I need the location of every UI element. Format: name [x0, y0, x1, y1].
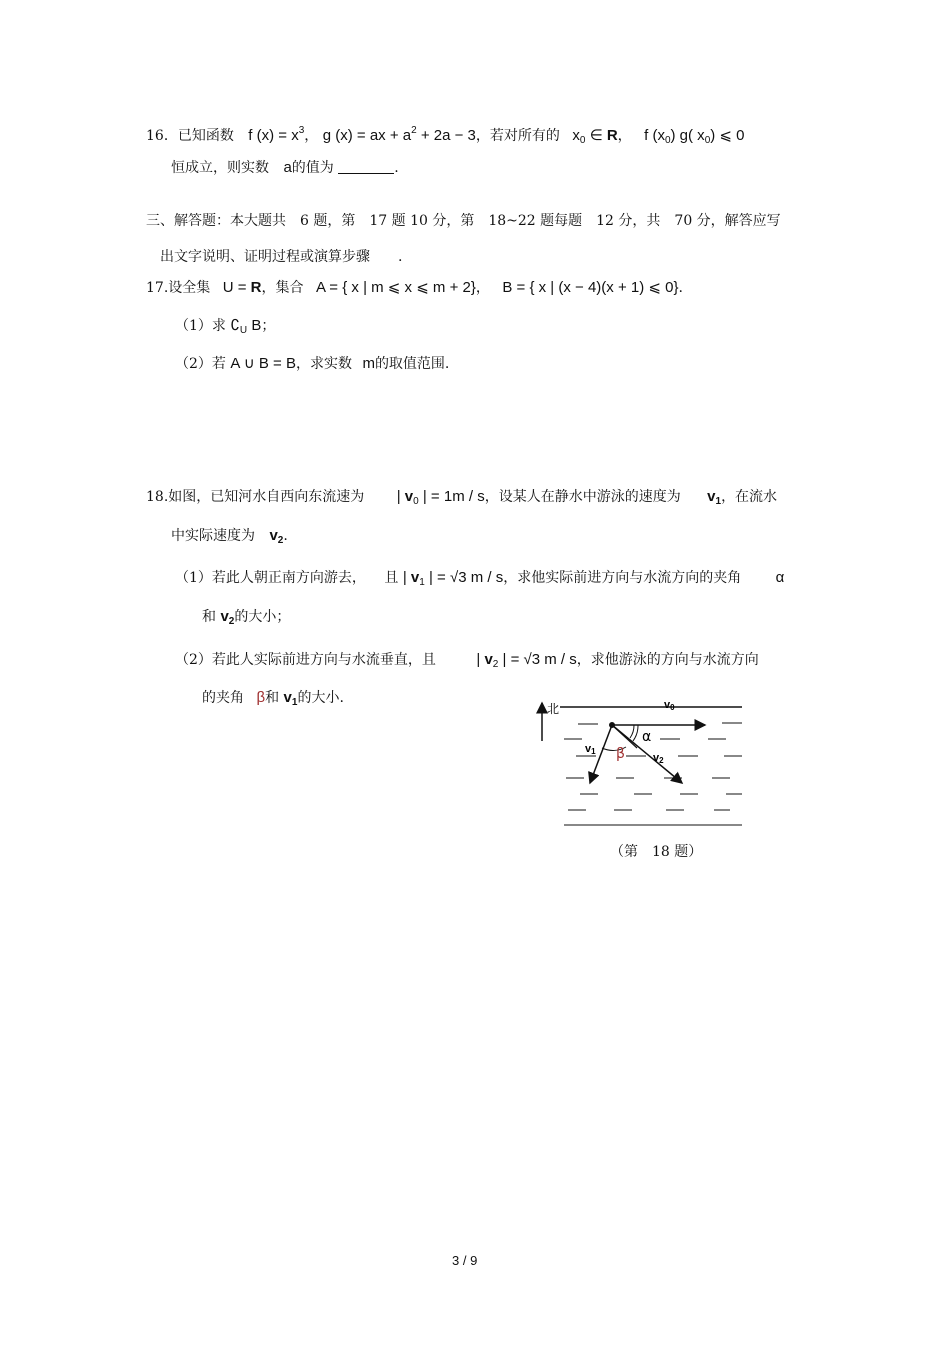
- q17-union-condition: A ∪ B = B: [230, 355, 296, 372]
- q18-part1-and: 和: [202, 609, 216, 625]
- q18-part2-angle-text: 的夹角: [202, 690, 244, 706]
- q17-part1-label: （1）求: [175, 318, 226, 334]
- q16-inequality: f $(x_0)$ g( $x_0$) ⩽ 0: [644, 127, 745, 146]
- q17-sep: ，: [475, 280, 490, 296]
- q17-set-a: A = { x | m ⩽ x ⩽ m + 2}: [315, 279, 476, 296]
- q18-text4: 中实际速度为: [171, 528, 255, 544]
- q18-river-figure: [530, 693, 760, 838]
- q16-text3: 的值为: [291, 160, 334, 176]
- q16-x0: $x_0$ ∈ R: [572, 127, 618, 146]
- q16-sep: ，: [304, 128, 319, 144]
- q18-part1-label: （1）若此人朝正南方向游去，: [175, 570, 366, 586]
- vector-v1-label: v1: [585, 743, 596, 756]
- q16-condition-text: ，若对所有的: [475, 128, 560, 144]
- section3-heading: 三、解答题：本大题共 6 题，第 17 题 10 分，第 18~22 题每题 12 分，共 70 分，解答应写: [146, 213, 781, 229]
- q17-universal-set: U = R: [222, 279, 262, 296]
- q17-line1: [146, 278, 683, 298]
- q18-part2-v1: $v_1$: [283, 689, 298, 708]
- q18-v2: $v_2$: [269, 527, 284, 546]
- q18-part1-v2: $v_2$: [220, 608, 235, 627]
- q16-answer-blank: [338, 159, 394, 174]
- q18-line2: [171, 526, 288, 551]
- q18-alpha: α: [775, 569, 785, 586]
- q18-part1-question: ，求他实际前进方向与水流方向的夹角: [503, 570, 742, 586]
- q18-part2-line2: [202, 688, 344, 713]
- page-number: 3 / 9: [452, 1253, 478, 1268]
- q18-beta: β: [256, 689, 266, 706]
- q17-set-b: B = { x | (x − 4)(x + 1) ⩽ 0}: [502, 279, 679, 296]
- q18-v1: $v_1$: [707, 488, 722, 507]
- q18-part1-v1-speed: | $v_1$ | = √3 m / s: [402, 569, 504, 588]
- q17-text2: ，集合: [261, 280, 304, 296]
- q18-period: .: [283, 528, 288, 544]
- q18-text3: ，在流水: [721, 489, 778, 505]
- north-label: 北: [547, 702, 560, 716]
- vector-v2-label: v2: [653, 752, 664, 765]
- q17-part2-text: ，求实数: [295, 356, 352, 372]
- q18-part2-question: ，求他游泳的方向与水流方向: [576, 652, 759, 668]
- q16-text: 已知函数: [177, 128, 234, 144]
- q17-part1: [175, 316, 275, 341]
- q17-part2-end: 的取值范围.: [374, 356, 450, 372]
- q18-part2-and: 和: [265, 690, 280, 706]
- q16-period: .: [394, 160, 399, 176]
- alpha-arc: [630, 725, 634, 738]
- q16-var-a: a: [283, 159, 292, 176]
- q18-part2: [175, 650, 759, 675]
- q17-part1-end: ；: [261, 318, 276, 334]
- q16-line2: [171, 158, 399, 178]
- vector-v0-label: v0: [664, 699, 675, 712]
- q18-part2-end: 的大小.: [297, 690, 344, 706]
- q16-number: 16．: [146, 128, 178, 144]
- q17-period: .: [678, 280, 683, 296]
- q17-var-m: m: [362, 355, 375, 372]
- q17-part2-label: （2）若: [175, 356, 226, 372]
- q18-part1-line2: [202, 607, 290, 632]
- q16-g-def: g (x) = ax + $a^2 + 2a - 3$: [322, 125, 476, 144]
- section3-heading-cont: 出文字说明、证明过程或演算步骤 .: [160, 249, 403, 265]
- q18-text2: ，设某人在静水中游泳的速度为: [484, 489, 681, 505]
- q17-part2: [175, 354, 449, 374]
- beta-label: β: [616, 746, 625, 762]
- q17-text: 设全集: [168, 280, 211, 296]
- q18-text: 如图，已知河水自西向东流速为: [168, 489, 365, 505]
- vector-resultant-short: [612, 725, 637, 748]
- q18-part2-v2-speed: | $v_2$ | = √3 m / s: [476, 651, 577, 670]
- q18-number: 18.: [146, 489, 169, 505]
- q17-complement: $∁_U$ B: [230, 317, 262, 336]
- q18-v0-speed: | $v_0$ | = 1m / s: [396, 488, 485, 507]
- alpha-label: α: [642, 729, 652, 745]
- q16-sep2: ，: [617, 128, 632, 144]
- q16-text2: 恒成立，则实数: [171, 160, 269, 176]
- water-dashes: [564, 723, 742, 810]
- q17-number: 17.: [146, 280, 169, 296]
- q18-part1-end: 的大小；: [234, 609, 291, 625]
- q18-line1: [146, 487, 777, 512]
- q18-part1: [175, 568, 784, 593]
- q16-line1: [146, 121, 745, 151]
- q16-f-def: f $(x) = x^3$: [248, 125, 305, 144]
- q18-part2-label: （2）若此人实际前进方向与水流垂直，且: [175, 652, 436, 668]
- q18-part1-text: 且: [384, 570, 399, 586]
- figure-caption: （第 18 题）: [610, 844, 703, 860]
